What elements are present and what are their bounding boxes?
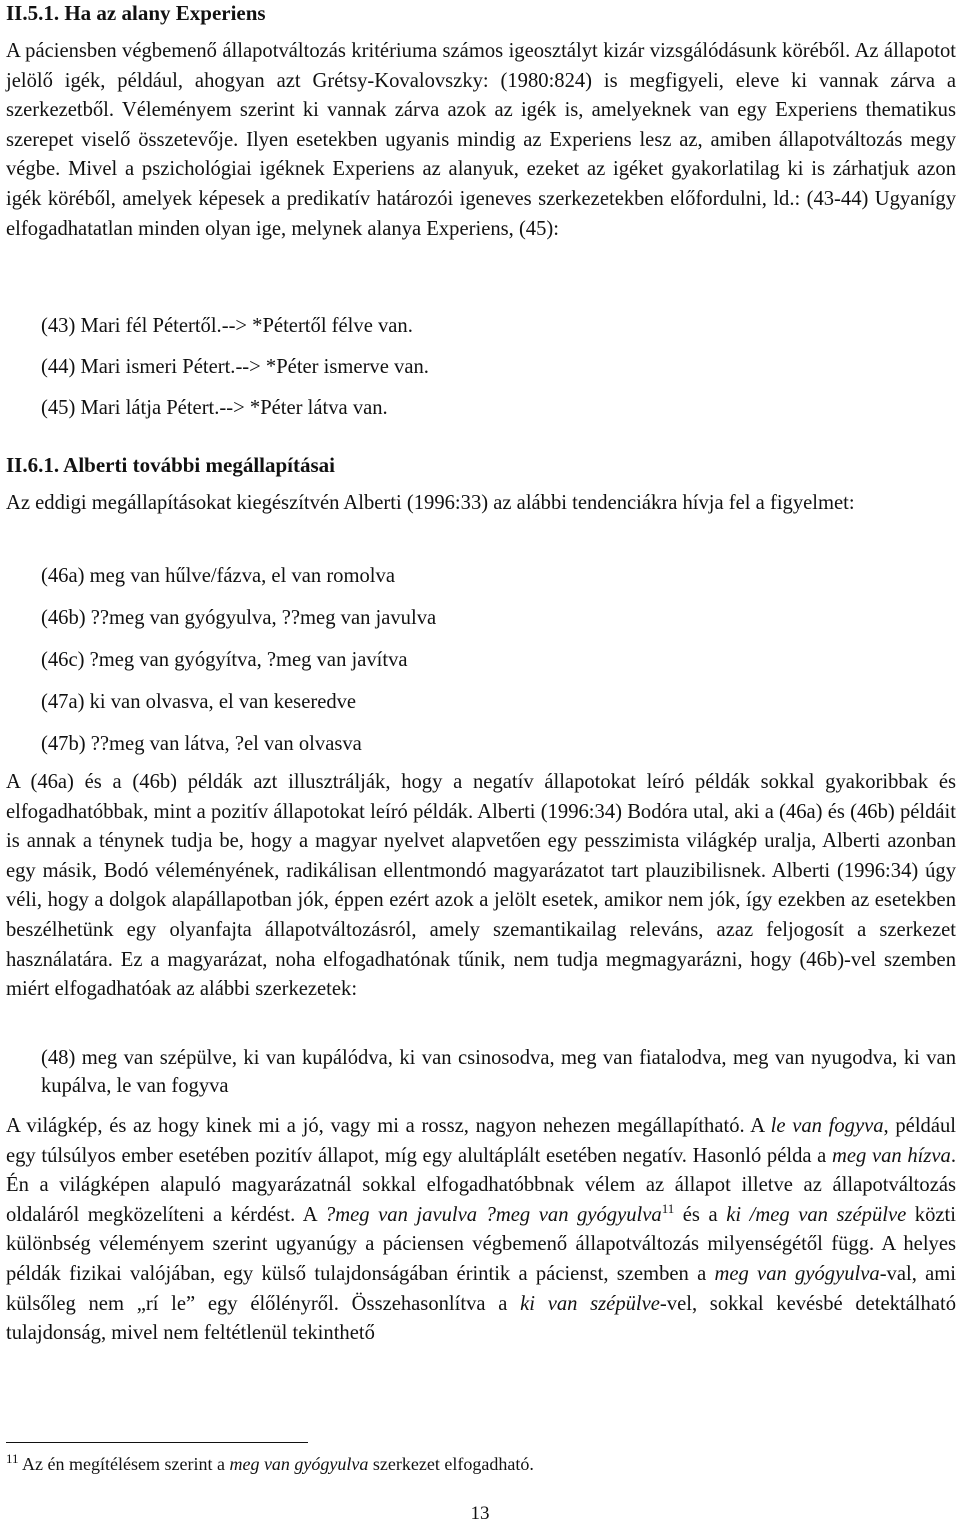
- example-48: (48) meg van szépülve, ki van kupálódva, ki van csinosodva, meg van fiatalodva, meg van nyugodva, ki van kupálva, le van fogyva: [41, 1047, 956, 1097]
- italic-example: ki van szépülve: [520, 1292, 660, 1315]
- footnote-italic: meg van gyógyulva: [229, 1454, 369, 1474]
- footnote-number: 11: [6, 1451, 19, 1466]
- footnote-divider: [6, 1442, 308, 1443]
- italic-example: meg van hízva: [832, 1144, 951, 1167]
- section-heading-6-1: II.6.1. Alberti további megállapításai: [6, 453, 336, 477]
- text-run: és a: [674, 1203, 727, 1226]
- paragraph-alberti-intro: Az eddigi megállapításokat kiegészítvén Alberti (1996:33) az alábbi tendenciákra hívja fel a figyelmet:: [6, 492, 855, 514]
- italic-example: ?meg van javulva ?meg van gyógyulva: [324, 1203, 662, 1226]
- example-46b: (46b) ??meg van gyógyulva, ??meg van javulva: [41, 607, 437, 629]
- example-43: (43) Mari fél Pétertől.--> *Pétertől félve van.: [41, 315, 413, 337]
- text-run: -val, ami külsőleg nem „rí le” egy élőlényről. Összehasonlítva a: [6, 1262, 956, 1315]
- example-45: (45) Mari látja Pétert.--> *Péter látva van.: [41, 397, 388, 419]
- italic-example: ki /meg van szépülve: [726, 1203, 907, 1226]
- example-47a: (47a) ki van olvasva, el van keseredve: [41, 691, 357, 713]
- text-run: közti különbség véleményem szerint ugyanúgy a páciensen végbemenő állapotváltozás milyenségétől függ. A helyes példák fizikai valójában, egy külső tulajdonságában érintik a pácienst, szemben a: [6, 1203, 956, 1285]
- footnote: [6, 1452, 534, 1476]
- footnote-text: szerkezet elfogadható.: [368, 1454, 534, 1474]
- example-47b: (47b) ??meg van látva, ?el van olvasva: [41, 733, 362, 755]
- italic-example: meg van gyógyulva: [714, 1262, 880, 1285]
- paragraph-experiens: A páciensben végbemenő állapotváltozás kritériuma számos igeosztályt kizár vizsgálódásunk köréből. Az állapotot jelölő igék, például, ahogyan azt Grétsy-Kovalovszky: (1980:824) is megfigyeli, eleve ki vannak zárva a szerkezetből. Véleményem szerint ki vannak zárva azok az igék is, amelyeknek van egy Experiens thematikus szerepet viselő összetevője. Ilyen esetekben ugyanis mindig az Experiens lesz az, amiben állapotváltozás megy végbe. Mivel a pszichológiai igéknek Experiens az alanyuk, ezeket az igéket gyakorlatilag ki is zárhatjuk azon igék köréből, amelyek képesek a predikatív határozói igeneves szerkezetekben előfordulni, ld.: (43-44) Ugyanígy elfogadhatatlan minden olyan ige, melynek alanya Experiens, (45):: [6, 40, 956, 240]
- example-44: (44) Mari ismeri Pétert.--> *Péter ismerve van.: [41, 356, 429, 378]
- text-run: -vel, sokkal kevésbé detektálható tulajdonság, mivel nem feltétlenül tekinthető: [6, 1292, 956, 1345]
- example-46c: (46c) ?meg van gyógyítva, ?meg van javítva: [41, 649, 408, 671]
- footnote-text: Az én megítélésem szerint a: [18, 1454, 230, 1474]
- page-number: 13: [470, 1503, 490, 1524]
- footnote-reference[interactable]: 11: [661, 1200, 675, 1216]
- paragraph-vilagkep: [6, 1112, 956, 1349]
- italic-example: le van fogyva: [770, 1115, 884, 1137]
- text-run: A világkép, és az hogy kinek mi a jó, vagy mi a rossz, nagyon nehezen megállapítható. A: [6, 1115, 771, 1137]
- example-46a: (46a) meg van hűlve/fázva, el van romolva: [41, 565, 395, 587]
- text-run: , például egy túlsúlyos ember esetében pozitív állapot, míg egy alultáplált esetében negatív. Hasonló példa a: [6, 1115, 956, 1167]
- section-heading-5-1: II.5.1. Ha az alany Experiens: [6, 1, 266, 25]
- paragraph-alberti-discussion: A (46a) és a (46b) példák azt illusztrálják, hogy a negatív állapotokat leíró példák sokkal gyakoribbak és elfogadhatóbbak, mint a pozitív állapotokat leíró példák. Alberti (1996:34) Bodóra utal, aki a (46a) és (46b) példáit is annak a ténynek tudja be, hogy a magyar nyelvet alapvetően egy pesszimista világkép uralja, Alberti azonban egy másik, Bodó véleményének, radikálisan ellentmondó magyarázatot tart plauzibilisnek. Alberti (1996:34) úgy véli, hogy a dolgok alapállapotban jók, éppen ezért azok a jelölt esetek, amikor nem jók, így ezekben az esetekben beszélhetünk egy olyanfajta állapotváltozásról, amely szemantikailag releváns, azaz feljogosít a szerkezet használatára. Ez a magyarázat, noha elfogadhatónak tűnik, nem tudja megmagyarázni, hogy (46b)-vel szemben miért elfogadhatóak az alábbi szerkezetek:: [6, 771, 956, 1001]
- text-run: . Én a világképen alapuló magyarázatnál sokkal elfogadhatóbbnak vélem az állapot illetve az állapotváltozás oldaláról megközelíteni a kérdést. A: [6, 1144, 957, 1226]
